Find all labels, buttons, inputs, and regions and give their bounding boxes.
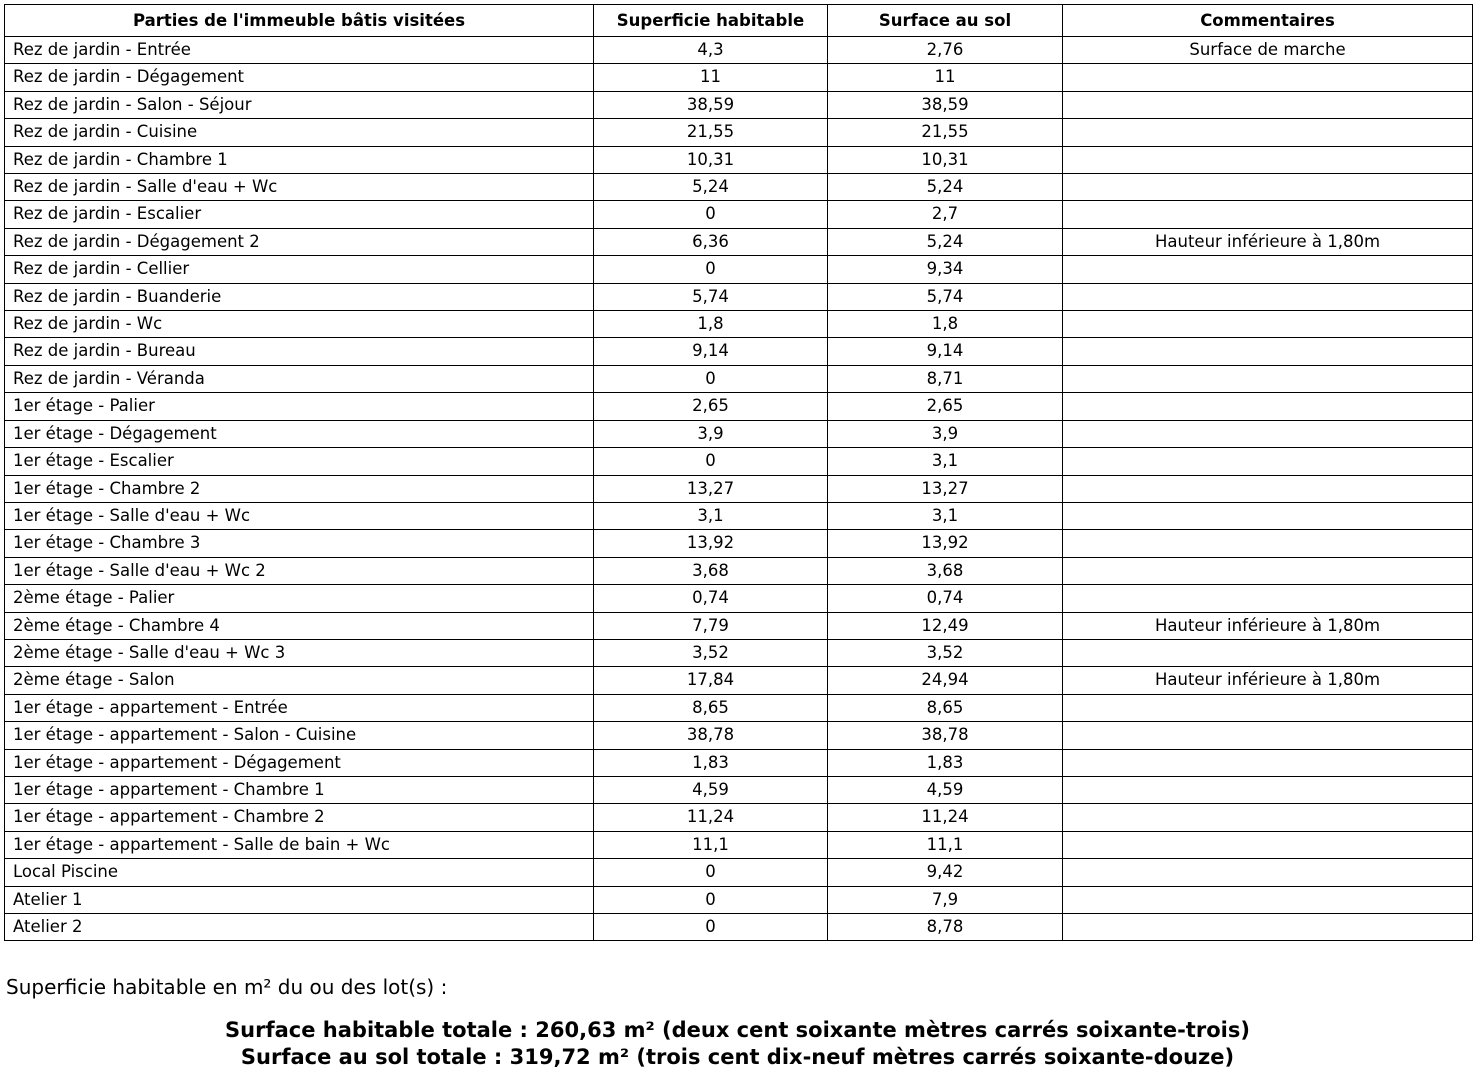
cell-commentaire bbox=[1063, 886, 1473, 913]
cell-habitable: 3,1 bbox=[594, 502, 828, 529]
cell-habitable: 3,9 bbox=[594, 420, 828, 447]
cell-commentaire bbox=[1063, 502, 1473, 529]
cell-habitable: 11,24 bbox=[594, 804, 828, 831]
table-row bbox=[5, 64, 1473, 91]
cell-commentaire: Hauteur inférieure à 1,80m bbox=[1063, 612, 1473, 639]
table-row bbox=[5, 530, 1473, 557]
cell-piece: 1er étage - Dégagement bbox=[5, 420, 594, 447]
table-header-row bbox=[5, 5, 1473, 37]
table-row bbox=[5, 886, 1473, 913]
surface-table bbox=[4, 4, 1473, 941]
cell-commentaire bbox=[1063, 146, 1473, 173]
cell-commentaire bbox=[1063, 914, 1473, 941]
cell-piece: Rez de jardin - Salon - Séjour bbox=[5, 91, 594, 118]
cell-piece: Rez de jardin - Bureau bbox=[5, 338, 594, 365]
cell-piece: Local Piscine bbox=[5, 859, 594, 886]
cell-piece: 1er étage - Salle d'eau + Wc 2 bbox=[5, 557, 594, 584]
cell-sol: 1,8 bbox=[828, 311, 1063, 338]
cell-sol: 12,49 bbox=[828, 612, 1063, 639]
cell-habitable: 3,68 bbox=[594, 557, 828, 584]
cell-habitable: 11,1 bbox=[594, 831, 828, 858]
cell-commentaire bbox=[1063, 91, 1473, 118]
cell-sol: 9,14 bbox=[828, 338, 1063, 365]
cell-commentaire bbox=[1063, 749, 1473, 776]
cell-piece: 1er étage - appartement - Salle de bain + Wc bbox=[5, 831, 594, 858]
cell-habitable: 0 bbox=[594, 448, 828, 475]
table-row bbox=[5, 119, 1473, 146]
table-row bbox=[5, 804, 1473, 831]
table-row bbox=[5, 256, 1473, 283]
cell-habitable: 13,92 bbox=[594, 530, 828, 557]
table-row bbox=[5, 228, 1473, 255]
cell-commentaire bbox=[1063, 804, 1473, 831]
table-row bbox=[5, 393, 1473, 420]
table-row bbox=[5, 502, 1473, 529]
cell-commentaire bbox=[1063, 311, 1473, 338]
cell-sol: 11,24 bbox=[828, 804, 1063, 831]
cell-piece: 1er étage - appartement - Dégagement bbox=[5, 749, 594, 776]
table-row bbox=[5, 174, 1473, 201]
cell-sol: 8,78 bbox=[828, 914, 1063, 941]
cell-commentaire bbox=[1063, 393, 1473, 420]
cell-piece: Atelier 1 bbox=[5, 886, 594, 913]
cell-piece: 1er étage - appartement - Salon - Cuisine bbox=[5, 722, 594, 749]
total-habitable: Surface habitable totale : 260,63 m² (deux cent soixante mètres carrés soixante-trois) bbox=[225, 1018, 1250, 1042]
table-row bbox=[5, 667, 1473, 694]
cell-commentaire: Hauteur inférieure à 1,80m bbox=[1063, 228, 1473, 255]
header-surface-au-sol: Surface au sol bbox=[828, 5, 1063, 37]
cell-piece: 2ème étage - Salon bbox=[5, 667, 594, 694]
cell-sol: 3,1 bbox=[828, 448, 1063, 475]
cell-piece: 1er étage - appartement - Chambre 2 bbox=[5, 804, 594, 831]
cell-commentaire bbox=[1063, 639, 1473, 666]
cell-piece: Rez de jardin - Chambre 1 bbox=[5, 146, 594, 173]
table-row bbox=[5, 694, 1473, 721]
cell-sol: 3,52 bbox=[828, 639, 1063, 666]
cell-habitable: 17,84 bbox=[594, 667, 828, 694]
cell-commentaire bbox=[1063, 859, 1473, 886]
table-row bbox=[5, 639, 1473, 666]
cell-piece: 1er étage - Palier bbox=[5, 393, 594, 420]
cell-commentaire bbox=[1063, 722, 1473, 749]
cell-sol: 9,34 bbox=[828, 256, 1063, 283]
cell-piece: Rez de jardin - Escalier bbox=[5, 201, 594, 228]
cell-sol: 21,55 bbox=[828, 119, 1063, 146]
cell-sol: 9,42 bbox=[828, 859, 1063, 886]
cell-commentaire bbox=[1063, 530, 1473, 557]
cell-habitable: 0 bbox=[594, 256, 828, 283]
cell-sol: 3,68 bbox=[828, 557, 1063, 584]
cell-sol: 4,59 bbox=[828, 776, 1063, 803]
table-row bbox=[5, 146, 1473, 173]
cell-sol: 2,76 bbox=[828, 37, 1063, 64]
cell-piece: 1er étage - Chambre 3 bbox=[5, 530, 594, 557]
cell-habitable: 0 bbox=[594, 914, 828, 941]
cell-habitable: 3,52 bbox=[594, 639, 828, 666]
cell-habitable: 4,59 bbox=[594, 776, 828, 803]
table-row bbox=[5, 283, 1473, 310]
cell-sol: 5,24 bbox=[828, 228, 1063, 255]
cell-habitable: 4,3 bbox=[594, 37, 828, 64]
cell-commentaire bbox=[1063, 365, 1473, 392]
cell-piece: Rez de jardin - Wc bbox=[5, 311, 594, 338]
cell-habitable: 1,83 bbox=[594, 749, 828, 776]
table-row bbox=[5, 776, 1473, 803]
table-row bbox=[5, 585, 1473, 612]
cell-piece: Rez de jardin - Buanderie bbox=[5, 283, 594, 310]
table-row bbox=[5, 448, 1473, 475]
cell-habitable: 1,8 bbox=[594, 311, 828, 338]
cell-sol: 3,1 bbox=[828, 502, 1063, 529]
cell-piece: Rez de jardin - Entrée bbox=[5, 37, 594, 64]
table-row bbox=[5, 612, 1473, 639]
table-row bbox=[5, 201, 1473, 228]
cell-piece: Rez de jardin - Cellier bbox=[5, 256, 594, 283]
table-row bbox=[5, 831, 1473, 858]
cell-habitable: 0 bbox=[594, 201, 828, 228]
cell-commentaire: Hauteur inférieure à 1,80m bbox=[1063, 667, 1473, 694]
cell-sol: 13,92 bbox=[828, 530, 1063, 557]
cell-commentaire bbox=[1063, 338, 1473, 365]
cell-habitable: 6,36 bbox=[594, 228, 828, 255]
cell-piece: 1er étage - Escalier bbox=[5, 448, 594, 475]
cell-sol: 11,1 bbox=[828, 831, 1063, 858]
header-superficie-habitable: Superficie habitable bbox=[594, 5, 828, 37]
cell-habitable: 10,31 bbox=[594, 146, 828, 173]
cell-commentaire bbox=[1063, 585, 1473, 612]
totals-block bbox=[0, 1017, 1475, 1071]
cell-commentaire bbox=[1063, 256, 1473, 283]
cell-commentaire bbox=[1063, 64, 1473, 91]
cell-commentaire bbox=[1063, 776, 1473, 803]
cell-habitable: 0 bbox=[594, 886, 828, 913]
cell-sol: 0,74 bbox=[828, 585, 1063, 612]
cell-piece: Rez de jardin - Salle d'eau + Wc bbox=[5, 174, 594, 201]
cell-commentaire bbox=[1063, 201, 1473, 228]
header-commentaires: Commentaires bbox=[1063, 5, 1473, 37]
table-row bbox=[5, 338, 1473, 365]
table-row bbox=[5, 37, 1473, 64]
cell-habitable: 2,65 bbox=[594, 393, 828, 420]
cell-habitable: 38,59 bbox=[594, 91, 828, 118]
cell-habitable: 5,74 bbox=[594, 283, 828, 310]
table-row bbox=[5, 365, 1473, 392]
cell-commentaire bbox=[1063, 283, 1473, 310]
cell-piece: Atelier 2 bbox=[5, 914, 594, 941]
cell-commentaire bbox=[1063, 119, 1473, 146]
cell-habitable: 5,24 bbox=[594, 174, 828, 201]
cell-habitable: 38,78 bbox=[594, 722, 828, 749]
cell-sol: 10,31 bbox=[828, 146, 1063, 173]
cell-sol: 5,74 bbox=[828, 283, 1063, 310]
cell-commentaire bbox=[1063, 174, 1473, 201]
cell-sol: 5,24 bbox=[828, 174, 1063, 201]
cell-piece: 2ème étage - Chambre 4 bbox=[5, 612, 594, 639]
cell-sol: 2,65 bbox=[828, 393, 1063, 420]
table-row bbox=[5, 475, 1473, 502]
cell-habitable: 0,74 bbox=[594, 585, 828, 612]
cell-sol: 11 bbox=[828, 64, 1063, 91]
cell-piece: Rez de jardin - Cuisine bbox=[5, 119, 594, 146]
cell-habitable: 9,14 bbox=[594, 338, 828, 365]
table-row bbox=[5, 749, 1473, 776]
cell-sol: 8,71 bbox=[828, 365, 1063, 392]
table-row bbox=[5, 722, 1473, 749]
table-row bbox=[5, 311, 1473, 338]
cell-sol: 2,7 bbox=[828, 201, 1063, 228]
table-row bbox=[5, 91, 1473, 118]
cell-habitable: 21,55 bbox=[594, 119, 828, 146]
cell-piece: Rez de jardin - Véranda bbox=[5, 365, 594, 392]
cell-habitable: 0 bbox=[594, 859, 828, 886]
cell-sol: 8,65 bbox=[828, 694, 1063, 721]
cell-commentaire: Surface de marche bbox=[1063, 37, 1473, 64]
table-row bbox=[5, 420, 1473, 447]
cell-sol: 7,9 bbox=[828, 886, 1063, 913]
cell-commentaire bbox=[1063, 420, 1473, 447]
header-parties: Parties de l'immeuble bâtis visitées bbox=[5, 5, 594, 37]
cell-piece: 1er étage - appartement - Entrée bbox=[5, 694, 594, 721]
cell-piece: Rez de jardin - Dégagement bbox=[5, 64, 594, 91]
cell-sol: 13,27 bbox=[828, 475, 1063, 502]
cell-habitable: 11 bbox=[594, 64, 828, 91]
table-row bbox=[5, 914, 1473, 941]
cell-habitable: 0 bbox=[594, 365, 828, 392]
cell-sol: 38,59 bbox=[828, 91, 1063, 118]
cell-commentaire bbox=[1063, 831, 1473, 858]
cell-piece: 1er étage - Salle d'eau + Wc bbox=[5, 502, 594, 529]
table-body bbox=[5, 37, 1473, 941]
table-row bbox=[5, 557, 1473, 584]
cell-habitable: 7,79 bbox=[594, 612, 828, 639]
cell-sol: 38,78 bbox=[828, 722, 1063, 749]
cell-habitable: 13,27 bbox=[594, 475, 828, 502]
cell-piece: 1er étage - Chambre 2 bbox=[5, 475, 594, 502]
cell-commentaire bbox=[1063, 475, 1473, 502]
table-row bbox=[5, 859, 1473, 886]
cell-piece: 2ème étage - Salle d'eau + Wc 3 bbox=[5, 639, 594, 666]
cell-commentaire bbox=[1063, 694, 1473, 721]
caption-superficie: Superficie habitable en m² du ou des lot(s) : bbox=[6, 975, 448, 999]
total-sol: Surface au sol totale : 319,72 m² (trois cent dix-neuf mètres carrés soixante-douze) bbox=[240, 1045, 1235, 1069]
cell-piece: 1er étage - appartement - Chambre 1 bbox=[5, 776, 594, 803]
cell-sol: 24,94 bbox=[828, 667, 1063, 694]
cell-commentaire bbox=[1063, 448, 1473, 475]
cell-piece: 2ème étage - Palier bbox=[5, 585, 594, 612]
cell-piece: Rez de jardin - Dégagement 2 bbox=[5, 228, 594, 255]
cell-sol: 1,83 bbox=[828, 749, 1063, 776]
cell-commentaire bbox=[1063, 557, 1473, 584]
cell-sol: 3,9 bbox=[828, 420, 1063, 447]
cell-habitable: 8,65 bbox=[594, 694, 828, 721]
